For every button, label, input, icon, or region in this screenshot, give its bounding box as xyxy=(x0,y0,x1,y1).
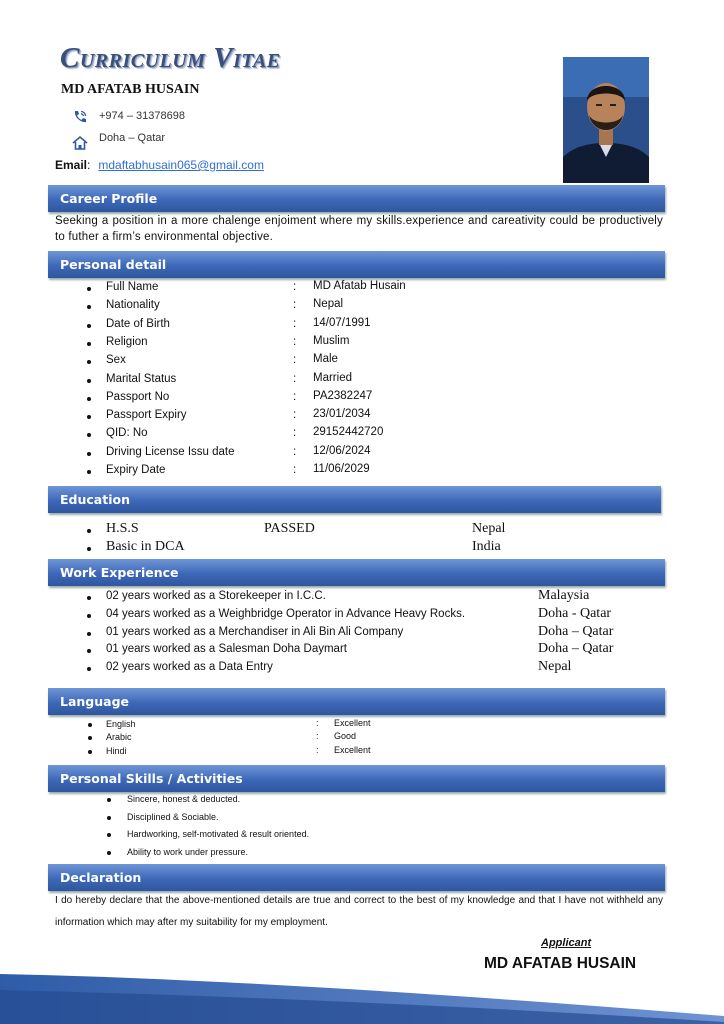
personal-detail-separator: : xyxy=(293,446,297,458)
bullet-dot xyxy=(87,379,91,383)
email-row: Email: mdaftabhusain065@gmail.com xyxy=(55,158,264,172)
personal-detail-label: Sex xyxy=(106,354,126,366)
work-experience-item: 02 years worked as a Data Entry xyxy=(106,661,273,673)
language-name: Arabic xyxy=(106,732,132,742)
personal-detail-value: 23/01/2034 xyxy=(313,408,371,420)
phone-number: +974 – 31378698 xyxy=(99,110,185,122)
work-experience-item: 04 years worked as a Weighbridge Operator in Advance Heavy Rocks. xyxy=(106,608,466,620)
bullet-dot xyxy=(87,452,91,456)
personal-detail-value: PA2382247 xyxy=(313,390,373,402)
work-experience-item: 01 years worked as a Merchandiser in Ali Bin Ali Company xyxy=(106,626,404,638)
bullet-dot xyxy=(87,470,91,474)
language-name: English xyxy=(106,719,136,729)
candidate-name: MD AFATAB HUSAIN xyxy=(61,82,200,97)
personal-detail-label: Full Name xyxy=(106,281,159,293)
language-level: Excellent xyxy=(334,745,371,755)
work-experience-item: 01 years worked as a Salesman Doha Daymart xyxy=(106,643,347,655)
bullet-dot xyxy=(88,736,92,740)
skill-item: Sincere, honest & deducted. xyxy=(127,794,241,804)
email-label: Email xyxy=(55,158,88,172)
work-experience-heading: Work Experience xyxy=(48,559,665,586)
language-separator: : xyxy=(316,745,319,755)
bullet-dot xyxy=(107,798,111,802)
bullet-dot xyxy=(88,750,92,754)
personal-detail-value: Male xyxy=(313,353,338,365)
declaration-text: I do hereby declare that the above-mentioned details are true and correct to the best of my knowledge and that I have not withheld any information which may after my suitability for my employment. xyxy=(55,895,663,928)
language-name: Hindi xyxy=(106,746,127,756)
personal-detail-value: 12/06/2024 xyxy=(313,445,371,457)
bullet-dot xyxy=(87,667,91,671)
career-profile-heading: Career Profile xyxy=(48,185,665,212)
personal-detail-value: 11/06/2029 xyxy=(313,463,370,475)
language-separator: : xyxy=(316,718,319,728)
personal-detail-label: Passport No xyxy=(106,391,170,403)
bullet-dot xyxy=(87,287,91,291)
skill-item: Ability to work under pressure. xyxy=(127,847,249,857)
bullet-dot xyxy=(107,833,111,837)
personal-detail-label: Passport Expiry xyxy=(106,409,187,421)
personal-detail-separator: : xyxy=(293,464,297,476)
education-course: H.S.S xyxy=(106,521,139,536)
personal-detail-label: Marital Status xyxy=(106,373,177,385)
personal-detail-value: Nepal xyxy=(313,298,344,310)
skill-item: Hardworking, self-motivated & result oriented. xyxy=(127,829,310,839)
education-heading: Education xyxy=(48,486,661,513)
personal-detail-label: Religion xyxy=(106,336,148,348)
personal-detail-separator: : xyxy=(293,318,297,330)
personal-detail-value: Muslim xyxy=(313,335,350,347)
work-experience-place: Doha – Qatar xyxy=(538,641,614,656)
skill-item: Disciplined & Sociable. xyxy=(127,812,219,822)
bullet-dot xyxy=(87,614,91,618)
bullet-dot xyxy=(87,632,91,636)
applicant-label: Applicant xyxy=(541,937,592,949)
education-place: Nepal xyxy=(472,521,506,536)
bullet-dot xyxy=(87,342,91,346)
personal-detail-separator: : xyxy=(293,427,297,439)
work-experience-place: Nepal xyxy=(538,659,572,674)
bullet-dot xyxy=(88,723,92,727)
address: Doha – Qatar xyxy=(99,132,166,144)
work-experience-place: Doha – Qatar xyxy=(538,624,614,639)
document-title: Curriculum Vitae xyxy=(60,42,281,74)
bullet-dot xyxy=(87,433,91,437)
personal-detail-value: 14/07/1991 xyxy=(313,317,371,329)
personal-detail-label: Driving License Issu date xyxy=(106,446,235,458)
language-level: Good xyxy=(334,731,357,741)
education-place: India xyxy=(472,539,501,554)
personal-detail-label: Nationality xyxy=(106,299,160,311)
personal-detail-separator: : xyxy=(293,373,297,385)
bullet-dot xyxy=(107,851,111,855)
footer-wave-decoration xyxy=(0,960,724,1024)
declaration-heading: Declaration xyxy=(48,864,665,891)
personal-detail-separator: : xyxy=(293,299,297,311)
bullet-dot xyxy=(107,816,111,820)
phone-icon xyxy=(72,109,88,125)
personal-detail-separator: : xyxy=(293,354,297,366)
profile-photo xyxy=(563,57,649,183)
personal-detail-separator: : xyxy=(293,409,297,421)
work-experience-place: Doha - Qatar xyxy=(538,606,612,621)
personal-detail-value: MD Afatab Husain xyxy=(313,280,406,292)
personal-detail-separator: : xyxy=(293,391,297,403)
home-icon xyxy=(72,135,88,151)
education-course: Basic in DCA xyxy=(106,539,185,554)
personal-detail-label: Date of Birth xyxy=(106,318,170,330)
email-link[interactable]: mdaftabhusain065@gmail.com xyxy=(98,158,264,172)
personal-detail-value: 29152442720 xyxy=(313,426,384,438)
bullet-dot xyxy=(87,305,91,309)
personal-detail-separator: : xyxy=(293,336,297,348)
work-experience-place: Malaysia xyxy=(538,588,590,603)
bullet-dot xyxy=(87,547,91,551)
bullet-dot xyxy=(87,397,91,401)
personal-detail-separator: : xyxy=(293,281,297,293)
language-separator: : xyxy=(316,731,319,741)
bullet-dot xyxy=(87,415,91,419)
work-experience-item: 02 years worked as a Storekeeper in I.C.C. xyxy=(106,590,326,602)
language-heading: Language xyxy=(48,688,665,715)
bullet-dot xyxy=(87,649,91,653)
personal-detail-value: Married xyxy=(313,372,352,384)
personal-detail-heading: Personal detail xyxy=(48,251,665,278)
bullet-dot xyxy=(87,324,91,328)
personal-detail-label: Expiry Date xyxy=(106,464,166,476)
skills-heading: Personal Skills / Activities xyxy=(48,765,665,792)
career-profile-text: Seeking a position in a more chalenge enjoiment where my skills.experience and careativity could be productively to futher a firm’s environmental objective. xyxy=(55,215,663,243)
education-status: PASSED xyxy=(264,521,315,536)
bullet-dot xyxy=(87,360,91,364)
bullet-dot xyxy=(87,596,91,600)
applicant-name: MD AFATAB HUSAIN xyxy=(484,955,637,972)
personal-detail-label: QID: No xyxy=(106,427,148,439)
language-level: Excellent xyxy=(334,718,371,728)
bullet-dot xyxy=(87,529,91,533)
